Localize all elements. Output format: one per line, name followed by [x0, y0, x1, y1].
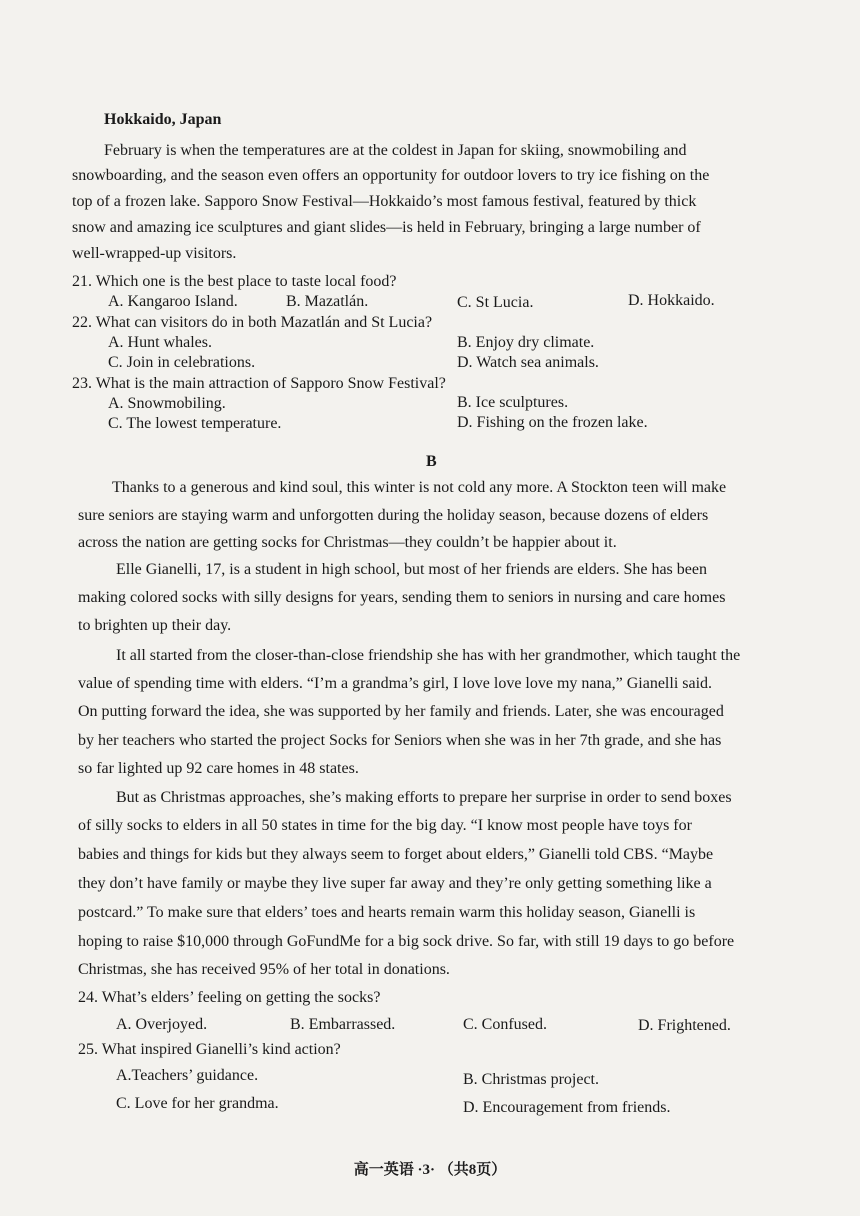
question-stem: 23. What is the main attraction of Sapporo Snow Festival? [72, 375, 446, 392]
paragraph-line: value of spending time with elders. “I’m a grandma’s girl, I love love love my nana,” Gianelli said. [78, 675, 713, 692]
option-a: A. Kangaroo Island. [108, 293, 238, 310]
paragraph-line: so far lighted up 92 care homes in 48 states. [78, 760, 359, 777]
option-c: C. St Lucia. [457, 294, 534, 311]
paragraph-line: On putting forward the idea, she was supported by her family and friends. Later, she was encouraged [78, 703, 724, 720]
paragraph-line: well-wrapped-up visitors. [72, 245, 237, 262]
paragraph-line: of silly socks to elders in all 50 states in time for the big day. “I know most people have toys for [78, 817, 692, 834]
paragraph-line: to brighten up their day. [78, 617, 232, 634]
question-stem: 22. What can visitors do in both Mazatlán and St Lucia? [72, 314, 433, 331]
paragraph-line: Elle Gianelli, 17, is a student in high school, but most of her friends are elders. She has been [116, 561, 707, 578]
paragraph-line: postcard.” To make sure that elders’ toes and hearts remain warm this holiday season, Gianelli is [78, 904, 696, 921]
paragraph-line: snowboarding, and the season even offers an opportunity for outdoor lovers to try ice fishing on the [72, 167, 710, 184]
paragraph-line: making colored socks with silly designs for years, sending them to seniors in nursing and care homes [78, 589, 726, 606]
question-stem: 25. What inspired Gianelli’s kind action? [78, 1041, 341, 1058]
section-heading: Hokkaido, Japan [104, 111, 222, 128]
paragraph-line: February is when the temperatures are at the coldest in Japan for skiing, snowmobiling and [104, 142, 687, 159]
option-b: B. Enjoy dry climate. [457, 334, 595, 351]
paragraph-line: hoping to raise $10,000 through GoFundMe for a big sock drive. So far, with still 19 days to go before [78, 933, 735, 950]
paragraph-line: across the nation are getting socks for Christmas—they couldn’t be happier about it. [78, 534, 617, 551]
option-a: A. Snowmobiling. [108, 395, 226, 412]
page-footer: 高一英语 ·3· （共8页） [353, 1162, 507, 1178]
section-label: B [426, 453, 437, 470]
paragraph-line: by her teachers who started the project Socks for Seniors when she was in her 7th grade, and she has [78, 732, 722, 749]
option-c: C. Love for her grandma. [116, 1095, 279, 1112]
question-stem: 21. Which one is the best place to taste local food? [72, 273, 397, 290]
option-c: C. Confused. [463, 1016, 547, 1033]
option-b: B. Mazatlán. [286, 293, 369, 310]
option-c: C. The lowest temperature. [108, 415, 282, 432]
paragraph-line: they don’t have family or maybe they live super far away and they’re only getting something like a [78, 875, 712, 892]
option-d: D. Watch sea animals. [457, 354, 599, 371]
paragraph-line: top of a frozen lake. Sapporo Snow Festival—Hokkaido’s most famous festival, featured by thick [72, 193, 697, 210]
option-b: B. Christmas project. [463, 1071, 599, 1088]
option-d: D. Fishing on the frozen lake. [457, 414, 648, 431]
option-b: B. Embarrassed. [290, 1016, 396, 1033]
question-stem: 24. What’s elders’ feeling on getting the socks? [78, 989, 381, 1006]
option-a: A. Overjoyed. [116, 1016, 208, 1033]
paragraph-line: Thanks to a generous and kind soul, this winter is not cold any more. A Stockton teen will make [112, 479, 727, 496]
paragraph-line: babies and things for kids but they always seem to forget about elders,” Gianelli told CBS. “Maybe [78, 846, 714, 863]
option-c: C. Join in celebrations. [108, 354, 256, 371]
option-b: B. Ice sculptures. [457, 394, 569, 411]
paragraph-line: It all started from the closer-than-close friendship she has with her grandmother, which taught the [116, 647, 741, 664]
option-d: D. Hokkaido. [628, 292, 715, 309]
option-a: A.Teachers’ guidance. [116, 1067, 259, 1084]
paragraph-line: sure seniors are staying warm and unforgotten during the holiday season, because dozens of elders [78, 507, 709, 524]
option-d: D. Encouragement from friends. [463, 1099, 671, 1116]
option-a: A. Hunt whales. [108, 334, 212, 351]
option-d: D. Frightened. [638, 1017, 731, 1034]
paragraph-line: snow and amazing ice sculptures and giant slides—is held in February, bringing a large number of [72, 219, 701, 236]
paragraph-line: But as Christmas approaches, she’s making efforts to prepare her surprise in order to send boxes [116, 789, 732, 806]
paragraph-line: Christmas, she has received 95% of her total in donations. [78, 961, 450, 978]
